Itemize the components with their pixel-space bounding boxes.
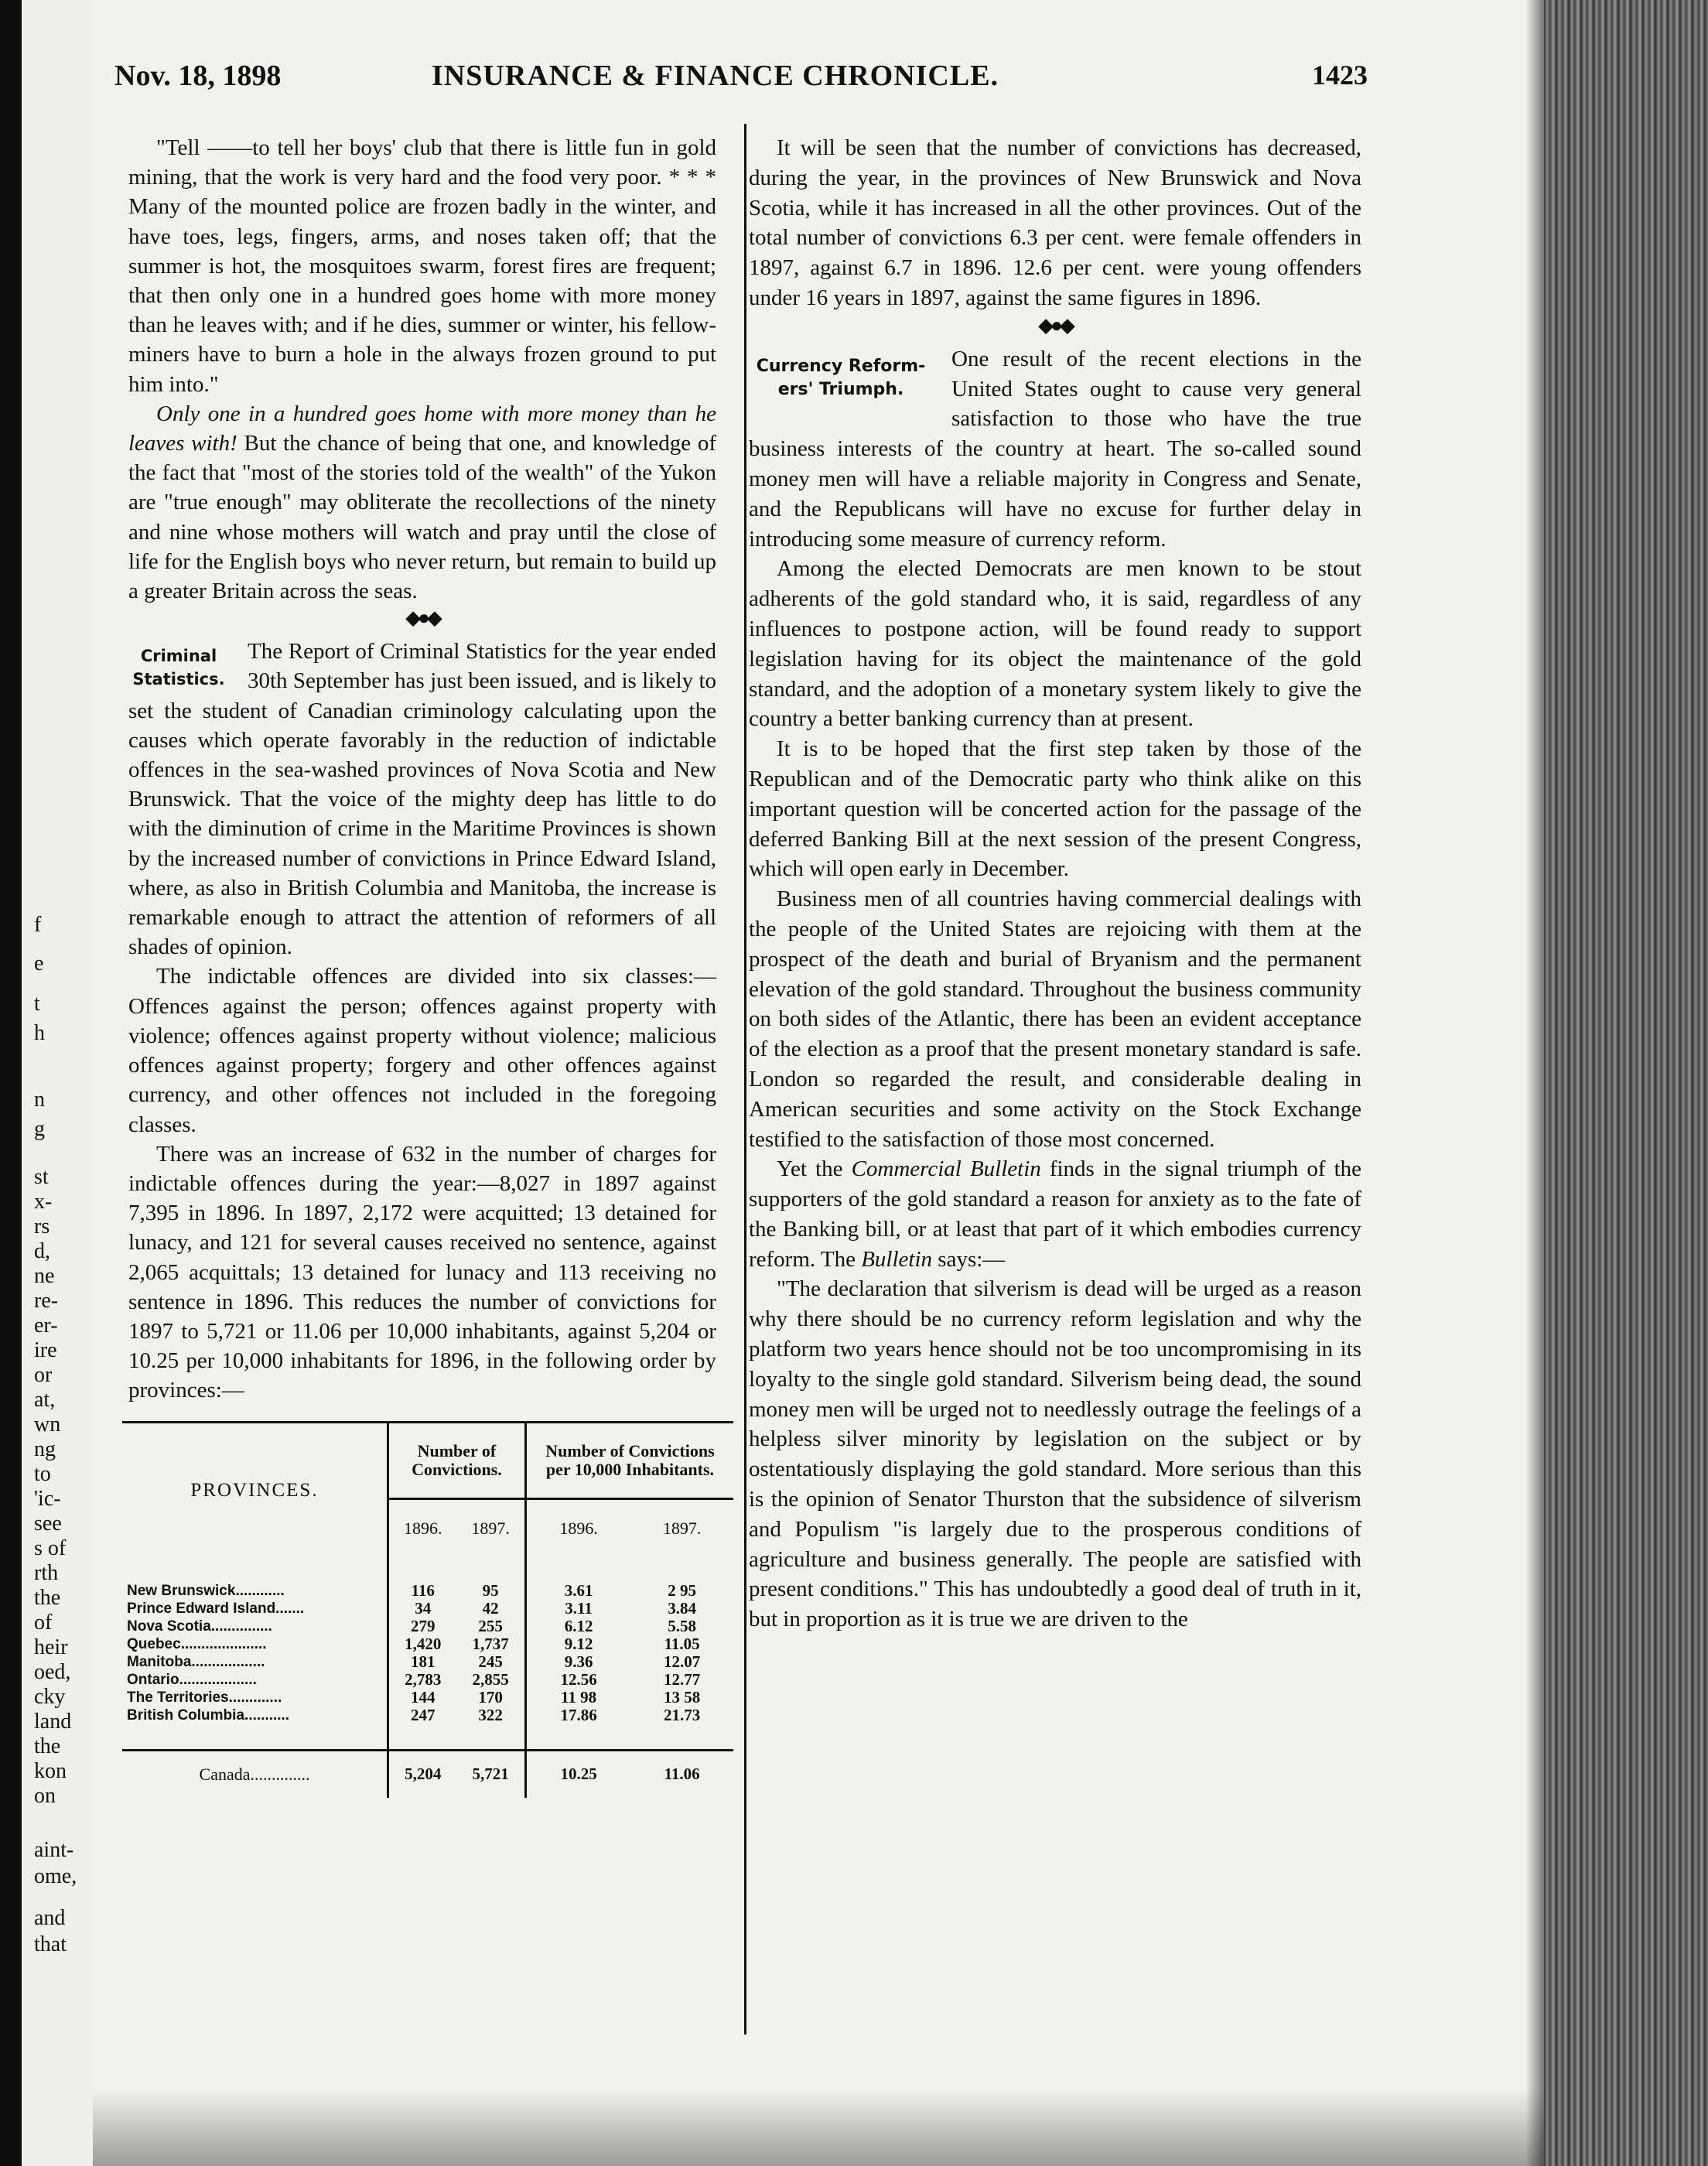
margin-fragment: land bbox=[34, 1710, 72, 1734]
margin-fragment: rs bbox=[34, 1215, 50, 1238]
table-row bbox=[122, 1653, 733, 1671]
convictions-1897: 245 bbox=[478, 1652, 503, 1671]
margin-fragment: er- bbox=[34, 1314, 58, 1338]
rate-1896: 3.11 bbox=[525, 1600, 630, 1618]
province-name: New Brunswick............ bbox=[127, 1582, 285, 1599]
rate-1896: 17.86 bbox=[525, 1706, 630, 1724]
convictions-1897: 2,855 bbox=[472, 1669, 509, 1689]
province-name: British Columbia........... bbox=[127, 1706, 290, 1724]
province-name: The Territories............. bbox=[127, 1689, 282, 1706]
paragraph-bulletin-intro: Yet the Commercial Bulletin finds in the signal triumph of the supporters of the gold standard a reason for anxiety as to the fate of the Banking bill, or at least that part of it which embodies currency reform. The Bulletin says:— bbox=[749, 1156, 1361, 1272]
paragraph-yukon-commentary: Only one in a hundred goes home with more money than he leaves with! But the chance of being that one, and knowledge of the fact that "most of the stories told of the wealth" of the Yukon are "true enough" may obliterate the recollections of the ninety and nine whose mothers will watch and pray until the close of life for the English boys who never return, but remain to build up a greater Britain across the seas. bbox=[128, 401, 717, 604]
convictions-1897: 1,737 bbox=[472, 1634, 509, 1653]
paragraph-offence-classes: The indictable offences are divided into six classes:—Offences against the person; offences against property with violence; offences against property without violence; malicious offences against property; forgery and other offences against currency, and other offences not included in the foregoing classes. bbox=[128, 964, 716, 1137]
issue-date: Nov. 18, 1898 bbox=[114, 60, 282, 92]
margin-fragment: ire bbox=[34, 1338, 57, 1362]
publication-name: Commercial Bulletin bbox=[851, 1156, 1041, 1182]
publication-name: Bulletin bbox=[861, 1246, 933, 1272]
province-name: Canada.............. bbox=[122, 1750, 388, 1798]
margin-fragment: s of bbox=[34, 1536, 67, 1560]
rate-1896: 12.56 bbox=[525, 1671, 630, 1689]
margin-fragment: ne bbox=[34, 1264, 55, 1288]
table-row bbox=[122, 1689, 733, 1706]
section-ornament: ◆●◆ bbox=[1038, 313, 1072, 337]
margin-fragment: n bbox=[34, 1088, 45, 1112]
margin-fragment: the bbox=[34, 1734, 61, 1758]
margin-fragment: and bbox=[34, 1906, 66, 1930]
convictions-1897: 255 bbox=[478, 1616, 503, 1635]
margin-fragment: at, bbox=[34, 1388, 56, 1412]
paragraph-convictions-summary: It will be seen that the number of convictions has decreased, during the year, in the provinces of New Brunswick and Nova Scotia, while it has increased in all the other provinces. Out of the total number of convictions 6.3 per cent. were female offenders in 1897, against 6.7 in 1896. 12.6 per cent. were young offenders under 16 years in 1897, against the same figures in 1896. bbox=[749, 135, 1361, 310]
rate-1897: 2 95 bbox=[668, 1580, 697, 1600]
rate-1896: 10.25 bbox=[525, 1750, 630, 1798]
convictions-1896: 2,783 bbox=[388, 1671, 457, 1689]
right-column bbox=[749, 133, 1361, 1635]
margin-fragment: or bbox=[34, 1363, 53, 1387]
margin-fragment: rth bbox=[34, 1561, 59, 1585]
margin-fragment: ome, bbox=[34, 1864, 77, 1888]
rate-1896: 6.12 bbox=[525, 1618, 630, 1635]
margin-fragment: aint- bbox=[34, 1838, 74, 1862]
column-divider bbox=[744, 124, 746, 2034]
paragraph-conviction-numbers: There was an increase of 632 in the number of charges for indictable offences during the year:—8,027 in 1897 against 7,395 in 1896. In 1897, 2,172 were acquitted; 13 detained for lunacy, and 121 for several causes received no sentence, against 2,065 acquittals; 13 detained for lunacy and 113 receiving no sentence in 1896. This reduces the number of convictions for 1897 to 5,721 or 11.06 per 10,000 inhabitants, against 5,204 or 10.25 per 10,000 inhabitants for 1896, in the following order by provinces:— bbox=[128, 1141, 716, 1403]
provinces-column-header: PROVINCES. bbox=[190, 1479, 319, 1501]
page-header bbox=[114, 59, 1368, 105]
convictions-1897: 5,721 bbox=[456, 1750, 525, 1798]
margin-fragment: f bbox=[34, 913, 42, 937]
paragraph-criminal-report: The Report of Criminal Statistics for the year ended 30th September has just been issued, and is likely to set the student of Canadian criminology calculating upon the causes which operate favorably in the reduction of indictable offences in the sea-washed provinces of Nova Scotia and New Brunswick. That the voice of the mighty deep has little to do with the diminution of crime in the Maritime Provinces is shown by the increased number of convictions in Prince Edward Island, where, as also in British Columbia and Manitoba, the increase is remarkable enough to attract the attention of reformers of all shades of opinion. bbox=[128, 639, 716, 960]
paragraph-business-men: Business men of all countries having commercial dealings with the people of the United States are rejoicing with them at the prospect of the death and burial of Bryanism and the permanent elevation of the gold standard. Throughout the business community on both sides of the Atlantic, there has been an evident acceptance of the election as a proof that the present monetary standard is safe. London so regarded the result, and considerable dealing in American securities and some activity on the Stock Exchange testified to the satisfaction of those most concerned. bbox=[749, 887, 1361, 1152]
previous-page-margin bbox=[0, 0, 93, 2166]
section-ornament: ◆●◆ bbox=[405, 606, 439, 630]
convictions-1896: 5,204 bbox=[388, 1750, 457, 1798]
convictions-1896: 1,420 bbox=[388, 1635, 457, 1653]
convictions-1896: 181 bbox=[388, 1653, 457, 1671]
margin-fragment: d, bbox=[34, 1239, 50, 1263]
rate-1896: 11 98 bbox=[525, 1689, 630, 1706]
left-column bbox=[128, 133, 716, 1798]
table-row bbox=[122, 1600, 733, 1618]
margin-fragment: 'ic- bbox=[34, 1487, 61, 1511]
publication-title: INSURANCE & FINANCE CHRONICLE. bbox=[432, 60, 999, 92]
convictions-table bbox=[122, 1421, 733, 1798]
convictions-table-body bbox=[122, 1557, 733, 1798]
convictions-1897: 170 bbox=[478, 1687, 503, 1706]
convictions-1896: 247 bbox=[388, 1706, 457, 1724]
paragraph-banking-bill: It is to be hoped that the first step taken by those of the Republican and of the Democratic party who think alike on this important question will be concerted action for the passage of the deferred Banking Bill at the next session of the present Congress, which will open early in December. bbox=[749, 736, 1361, 882]
convictions-1897: 322 bbox=[478, 1705, 503, 1724]
province-name: Manitoba.................. bbox=[127, 1653, 265, 1670]
margin-fragment: kon bbox=[34, 1759, 67, 1783]
page-bottom-shadow bbox=[93, 2089, 1544, 2166]
margin-fragment: h bbox=[34, 1021, 45, 1045]
year-header: 1896. bbox=[388, 1498, 457, 1557]
margin-fragment: t bbox=[34, 992, 40, 1016]
margin-fragment: that bbox=[34, 1932, 67, 1956]
rate-1897: 11.05 bbox=[664, 1634, 700, 1653]
year-header: 1897. bbox=[456, 1498, 525, 1557]
convictions-1896: 116 bbox=[388, 1582, 457, 1600]
margin-fragment: heir bbox=[34, 1635, 68, 1659]
table-row bbox=[122, 1671, 733, 1689]
margin-fragment: the bbox=[34, 1586, 61, 1610]
table-row bbox=[122, 1618, 733, 1635]
convictions-1896: 144 bbox=[388, 1689, 457, 1706]
province-name: Quebec..................... bbox=[127, 1635, 267, 1652]
margin-fragment: of bbox=[34, 1611, 53, 1635]
rate-1897: 3.84 bbox=[668, 1598, 697, 1618]
margin-fragment: to bbox=[34, 1462, 51, 1486]
margin-fragment: st bbox=[34, 1165, 49, 1189]
side-heading-criminal-statistics: Criminal Statistics. bbox=[132, 647, 225, 689]
paragraph-democrats: Among the elected Democrats are men known to be stout adherents of the gold standard who, it is said, regardless of any influences to postpone action, will be found ready to support legislation having for its object the maintenance of the gold standard, and the adoption of a monetary system likely to give the country a better banking currency than at present. bbox=[749, 556, 1361, 732]
page-gutter-shadow bbox=[0, 0, 22, 2166]
table-row bbox=[122, 1635, 733, 1653]
page-number: 1423 bbox=[1312, 60, 1368, 91]
margin-fragment: see bbox=[34, 1512, 62, 1536]
paragraph-bulletin-quote: "The declaration that silverism is dead will be urged as a reason why there should be no currency reform legislation and why the platform two years hence should not be too uncompromising in its loyalty to the single gold standard. Silverism being dead, the sound money men will be urged not to needlessly outrage the feelings of a helpless silver minority by legislation on the subject or by ostentatiously displaying the gold standard. More serious than this is the opinion of Senator Thurston that the subsidence of silverism and Populism "is largely due to the prosperous conditions of agriculture and business generally. The people are satisfied with present conditions." This has undoubtedly a good deal of truth in it, but in proportion as it is true we are driven to the bbox=[749, 1276, 1361, 1632]
margin-fragment: re- bbox=[34, 1289, 59, 1313]
year-header: 1897. bbox=[630, 1498, 733, 1557]
convictions-1897: 42 bbox=[482, 1598, 499, 1618]
table-row bbox=[122, 1582, 733, 1600]
margin-fragment: x- bbox=[34, 1190, 53, 1214]
rate-1897: 13 58 bbox=[664, 1687, 701, 1706]
table-total-row bbox=[122, 1750, 733, 1798]
paragraph-election-result: One result of the recent elections in the United States ought to cause very general satisfaction to those who have the true business interests of the country at heart. The so-called sound money men will have a reliable majority in Congress and Senate, and the Republicans will have no excuse for further delay in introducing some measure of currency reform. bbox=[749, 346, 1361, 552]
rate-1897: 5.58 bbox=[668, 1616, 697, 1635]
convictions-1896: 34 bbox=[388, 1600, 457, 1618]
province-name: Ontario................... bbox=[127, 1671, 257, 1688]
rate-1897: 12.07 bbox=[664, 1652, 701, 1671]
binding-shadow bbox=[1525, 0, 1544, 2166]
rate-group-header: Number of Convictions per 10,000 Inhabitants. bbox=[525, 1422, 733, 1498]
side-heading-currency-reformers: Currency Reform- ers' Triumph. bbox=[756, 356, 926, 399]
margin-fragment: oed, bbox=[34, 1660, 71, 1684]
margin-fragment: wn bbox=[34, 1413, 61, 1437]
italic-emphasis: Only one in a hundred goes home with more money than he leaves with! bbox=[128, 401, 716, 456]
rate-1896: 3.61 bbox=[525, 1582, 630, 1600]
margin-fragment: cky bbox=[34, 1685, 66, 1709]
convictions-1897: 95 bbox=[482, 1580, 499, 1600]
table-row bbox=[122, 1706, 733, 1724]
rate-1896: 9.12 bbox=[525, 1635, 630, 1653]
margin-fragment: g bbox=[34, 1117, 45, 1141]
convictions-group-header: Number of Convictions. bbox=[388, 1422, 526, 1498]
paragraph-yukon-letter: "Tell ——to tell her boys' club that there is little fun in gold mining, that the work is very hard and the food very poor. * * * Many of the mounted police are frozen badly in the winter, and have toes, legs, fingers, arms, and noses taken off; that the summer is hot, the mosquitoes swarm, forest fires are frequent; that then only one in a hundred goes home with more money than he leaves with; and if he dies, summer or winter, his fellow-miners have to burn a hole in the always frozen ground to put him into." bbox=[128, 135, 716, 397]
rate-1897: 12.77 bbox=[664, 1669, 701, 1689]
margin-fragment: on bbox=[34, 1784, 56, 1808]
province-name: Nova Scotia............... bbox=[127, 1618, 272, 1635]
rate-1897: 11.06 bbox=[630, 1750, 733, 1798]
rate-1897: 21.73 bbox=[664, 1705, 701, 1724]
margin-fragment: ng bbox=[34, 1437, 56, 1461]
year-header: 1896. bbox=[525, 1498, 630, 1557]
convictions-1896: 279 bbox=[388, 1618, 457, 1635]
province-name: Prince Edward Island....... bbox=[127, 1600, 305, 1617]
rate-1896: 9.36 bbox=[525, 1653, 630, 1671]
book-page-edges bbox=[1544, 0, 1708, 2166]
margin-fragment: e bbox=[34, 951, 44, 975]
